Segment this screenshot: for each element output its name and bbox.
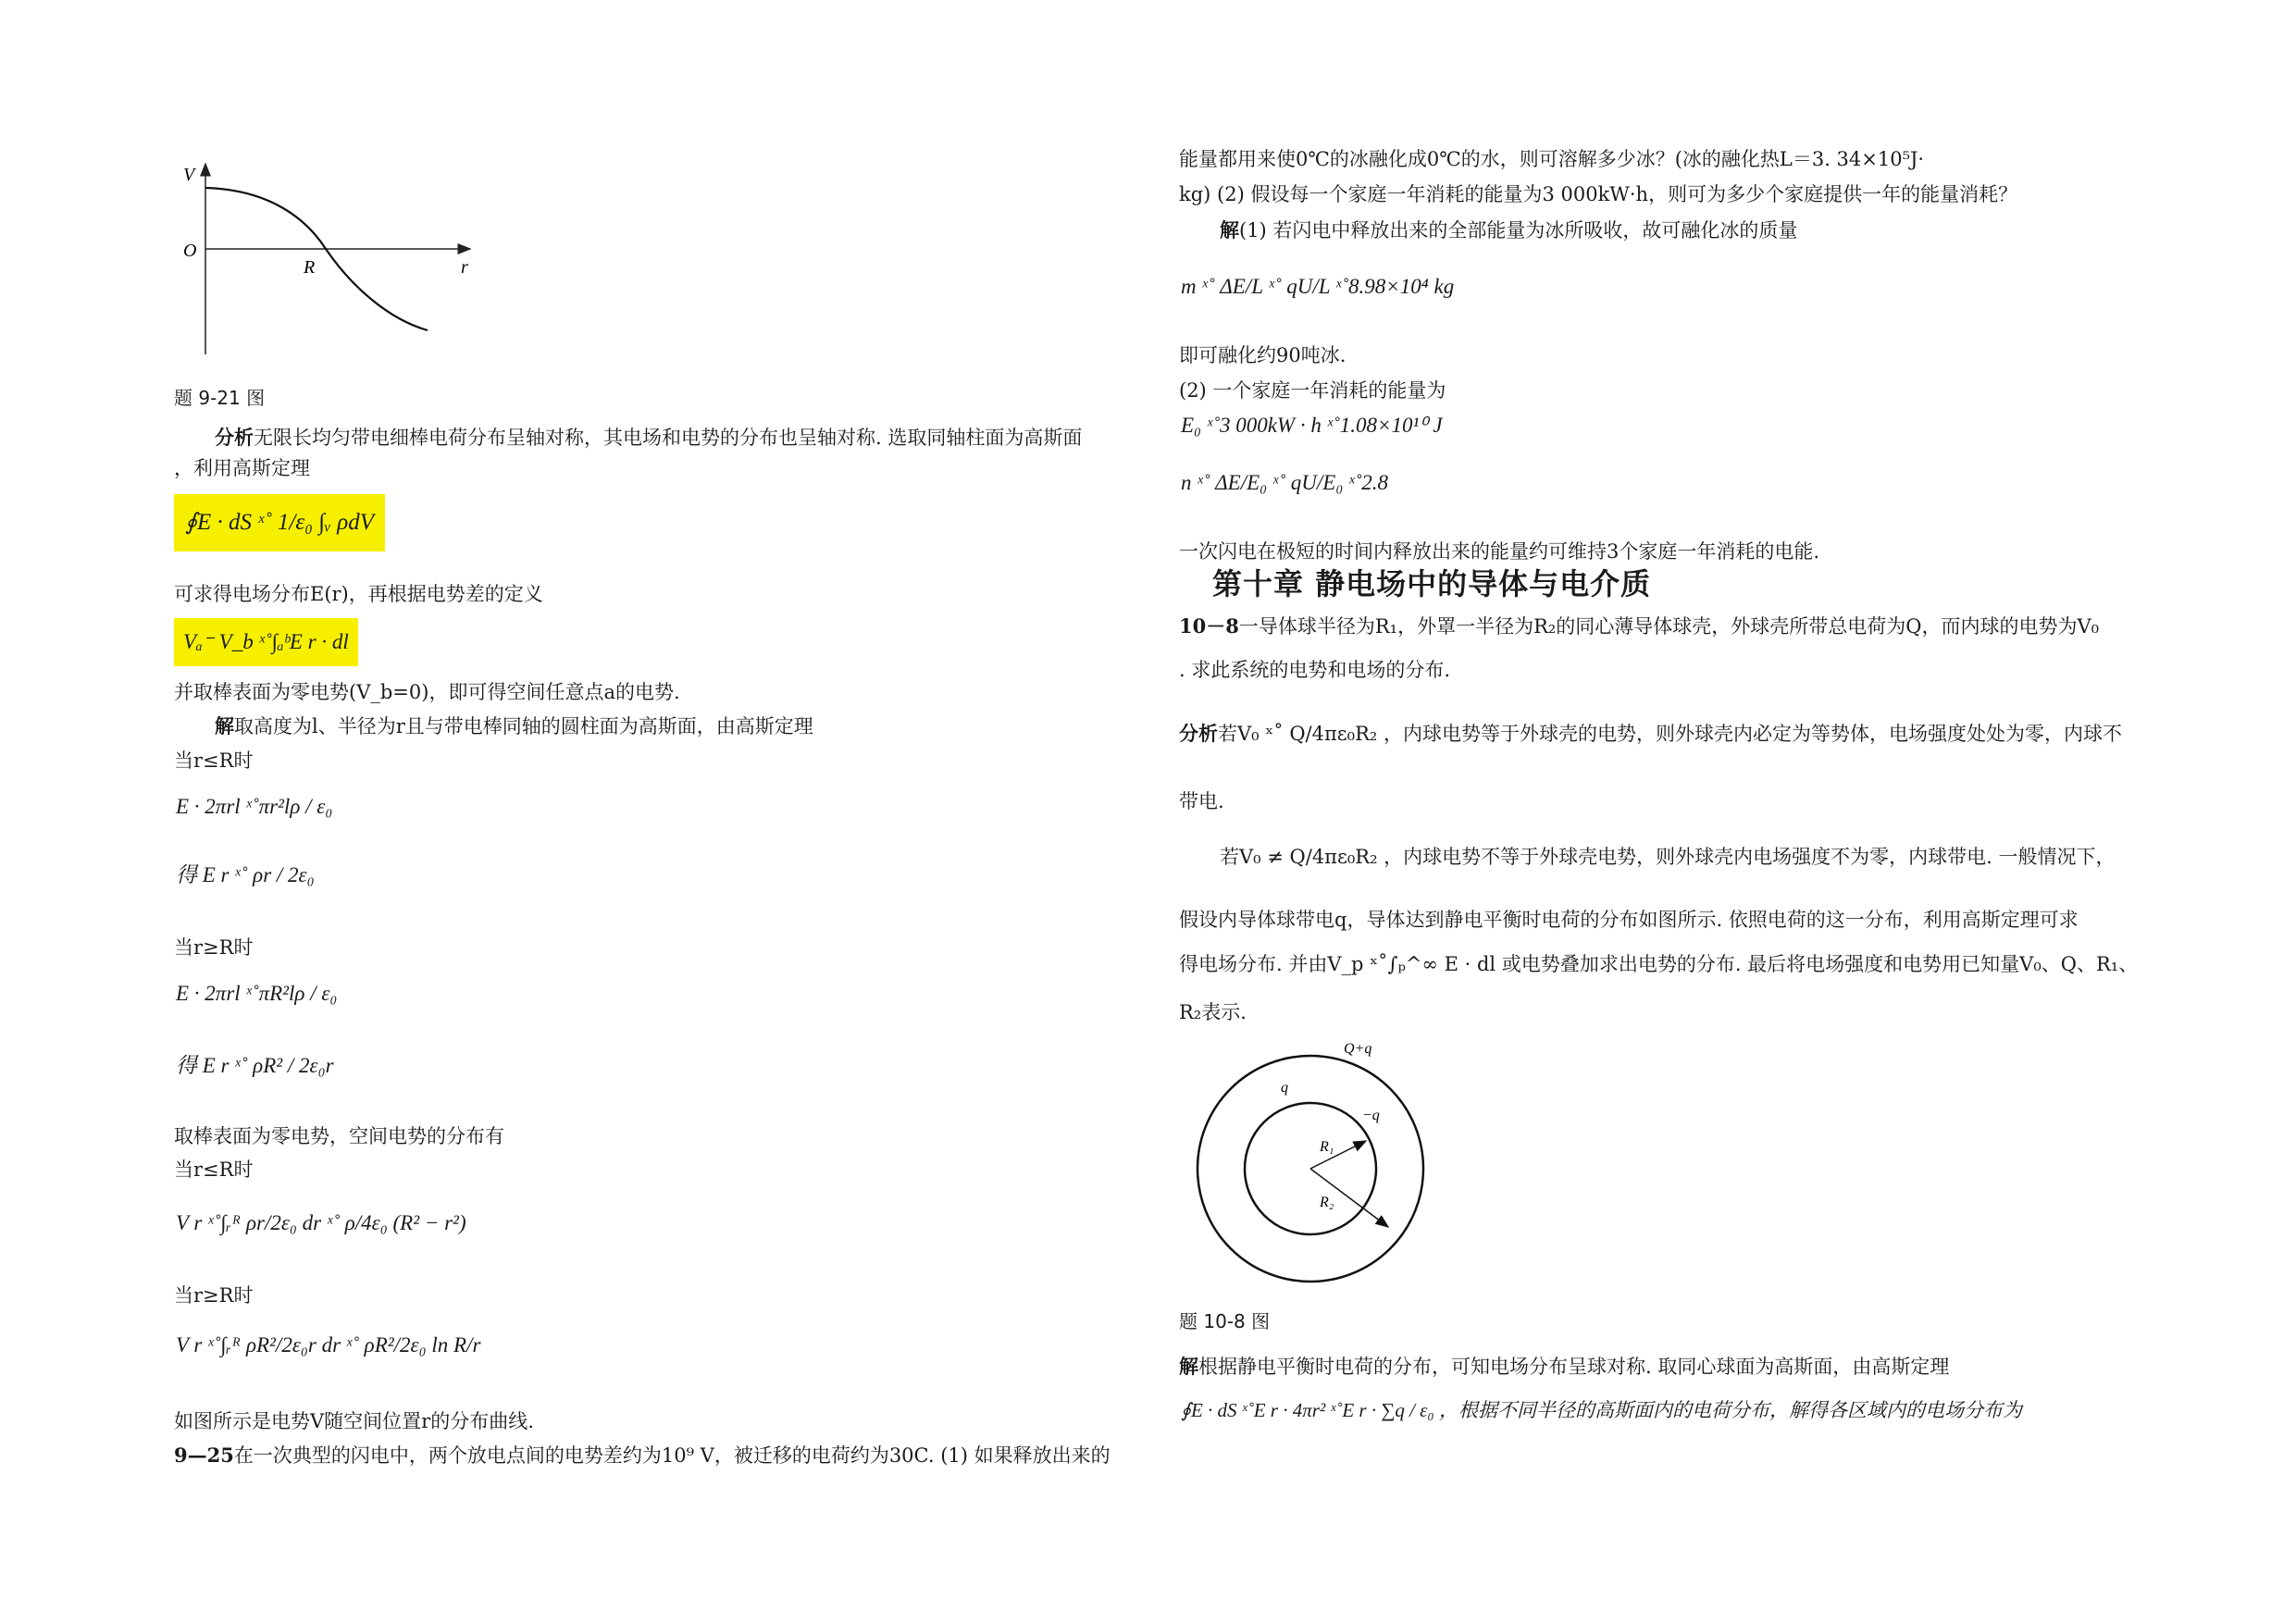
analysis-10-8-text-2: 带电.: [1179, 790, 1224, 812]
equation-E-outside: 得 E r ˣ˚ ρR² / 2ε₀r: [176, 1054, 334, 1077]
analysis-continuation: ，利用高斯定理: [174, 457, 310, 479]
solution-9-25: [1220, 218, 1797, 242]
electric-field-text: 可求得电场分布E(r)，再根据电势差的定义: [174, 583, 543, 605]
solution-10-8-text: 根据静电平衡时电荷的分布，可知电场分布呈球对称. 取同心球面为高斯面，由高斯定理: [1198, 1356, 1950, 1378]
right-column: [1148, 0, 2296, 1623]
v-axis-label: V: [183, 165, 195, 185]
solution-10-8-label: 解: [1179, 1355, 1198, 1378]
solution-paragraph: [215, 714, 813, 738]
zero-potential-text: 并取棒表面为零电势(V_b=0)，即可得空间任意点a的电势.: [174, 681, 680, 703]
equation-V-outside: V r ˣ˚∫ᵣᴿ ρR²/2ε₀r dr ˣ˚ ρR²/2ε₀ ln R/r: [176, 1333, 481, 1357]
analysis-10-8-text-5: 得电场分布. 并由V_p ˣ˚∫ₚ^∞ E · dl 或电势叠加求出电势的分布. 最后将电场强度和电势用已知量V₀、Q、R₁、: [1179, 953, 2139, 975]
equation-gauss-sphere: ∮E · dS ˣ˚E r · 4πr² ˣ˚E r · ∑q / ε₀ ，根据不同半径的高斯面内的电荷分布，解得各区域内的电场分布为: [1181, 1399, 2022, 1421]
problem-10-8-text: 一导体球半径为R₁，外罩一半径为R₂的同心薄导体球壳，外球壳所带总电荷为Q，而内球的电势为V₀: [1238, 615, 2100, 638]
analysis-10-8-label: 分析: [1179, 722, 1218, 745]
r-axis-label: r: [461, 257, 468, 278]
analysis-paragraph: [215, 426, 1082, 450]
case-r-ge-R-2: 当r≥R时: [174, 1284, 254, 1307]
potential-distribution-graph: [167, 153, 490, 361]
problem-10-8-continuation: . 求此系统的电势和电场的分布.: [1179, 659, 1451, 681]
zero-potential-distribution-text: 取棒表面为零电势，空间电势的分布有: [174, 1125, 504, 1147]
solution-label: 解: [215, 714, 234, 737]
problem-10-8: [1179, 614, 2099, 638]
potential-curve: [205, 188, 428, 330]
equation-E-inside: 得 E r ˣ˚ ρr / 2ε₀: [176, 863, 315, 886]
analysis-text: 无限长均匀带电细棒电荷分布呈轴对称，其电场和电势的分布也呈轴对称. 选取同轴柱面为高斯面: [254, 427, 1083, 449]
analysis-10-8-text-4: 假设内导体球带电q，导体达到静电平衡时电荷的分布如图所示. 依照电荷的这一分布，利用高斯定理可求: [1179, 909, 2079, 931]
origin-label: O: [183, 241, 197, 261]
R2-label: R₂: [1320, 1195, 1334, 1210]
concentric-sphere-diagram: [1181, 1036, 1440, 1286]
equation-household-energy: E₀ ˣ˚3 000kW · h ˣ˚1.08×10¹⁰ J: [1181, 414, 1443, 437]
equation-household-count: n ˣ˚ ΔE/E₀ ˣ˚ qU/E₀ ˣ˚2.8: [1181, 471, 1388, 494]
household-energy-text: (2) 一个家庭一年消耗的能量为: [1179, 379, 1446, 402]
equation-field-outside: E · 2πrl ˣ˚πR²lρ / ε₀: [176, 982, 338, 1005]
case-r-le-R-1: 当r≤R时: [174, 750, 254, 772]
figure-caption-10-8: 题 10-8 图: [1179, 1310, 1271, 1332]
problem-9-25: [174, 1443, 1111, 1468]
ice-result-text: 即可融化约90吨冰.: [1179, 344, 1347, 366]
R-point-label: R: [304, 257, 316, 278]
problem-continuation-1: 能量都用来使0℃的冰融化成0℃的水，则可溶解多少冰？(冰的融化热L＝3. 34×10⁵J·: [1179, 148, 1925, 170]
lightning-conclusion-text: 一次闪电在极短的时间内释放出来的能量约可维持3个家庭一年消耗的电能.: [1179, 540, 1820, 563]
analysis-10-8: [1179, 722, 2122, 746]
inner-charge-label: q: [1281, 1080, 1288, 1096]
analysis-10-8-text-6: R₂表示.: [1179, 1001, 1247, 1023]
equation-field-inside: E · 2πrl ˣ˚πr²lρ / ε₀: [176, 795, 333, 818]
induced-charge-label: −q: [1362, 1108, 1380, 1123]
figure-caption-9-21: 题 9-21 图: [174, 387, 266, 409]
radius-R1-arrow: [1310, 1141, 1366, 1169]
outer-charge-label: Q+q: [1344, 1041, 1372, 1057]
curve-description-text: 如图所示是电势V随空间位置r的分布曲线.: [174, 1410, 534, 1432]
solution-9-25-label: 解: [1220, 218, 1239, 242]
analysis-10-8-text-3: 若V₀ ≠ Q/4πε₀R₂ ，内球电势不等于外球壳电势，则外球壳内电场强度不为零，内球带电. 一般情况下，: [1220, 846, 2116, 868]
R1-label: R₁: [1320, 1139, 1334, 1155]
problem-10-8-number: 10－8: [1179, 614, 1239, 638]
case-r-ge-R-1: 当r≥R时: [174, 936, 254, 959]
problem-continuation-2: kg) (2) 假设每一个家庭一年消耗的能量为3 000kW·h，则可为多少个家庭提供一年的能量消耗？: [1179, 183, 2018, 205]
solution-9-25-text: (1) 若闪电中释放出来的全部能量为冰所吸收，故可融化冰的质量: [1239, 219, 1798, 242]
gauss-law-equation: ∮E · dS ˣ˚ 1/ε₀ ∫ᵥ ρdV: [174, 494, 385, 551]
solution-10-8: [1179, 1355, 1949, 1379]
chapter-title: 第十章 静电场中的导体与电介质: [1212, 566, 1652, 601]
analysis-label: 分析: [215, 426, 254, 449]
solution-text: 取高度为l、半径为r且与带电棒同轴的圆柱面为高斯面，由高斯定理: [234, 715, 813, 737]
problem-9-25-number: 9—25: [174, 1443, 234, 1467]
equation-V-inside: V r ˣ˚∫ᵣᴿ ρr/2ε₀ dr ˣ˚ ρ/4ε₀ (R² − r²): [176, 1211, 466, 1234]
problem-9-25-text: 在一次典型的闪电中，两个放电点间的电势差约为10⁹ V，被迁移的电荷约为30C. (1) 如果释放出来的: [233, 1444, 1111, 1467]
case-r-le-R-2: 当r≤R时: [174, 1158, 254, 1181]
analysis-10-8-text: 若V₀ ˣ˚ Q/4πε₀R₂ ，内球电势等于外球壳的电势，则外球壳内必定为等势体，电场强度处处为零，内球不: [1218, 723, 2122, 745]
potential-difference-equation: Vₐ⁻ V_b ˣ˚∫ₐᵇE r · dl: [174, 618, 358, 666]
equation-ice-mass: m ˣ˚ ΔE/L ˣ˚ qU/L ˣ˚8.98×10⁴ kg: [1181, 275, 1455, 298]
